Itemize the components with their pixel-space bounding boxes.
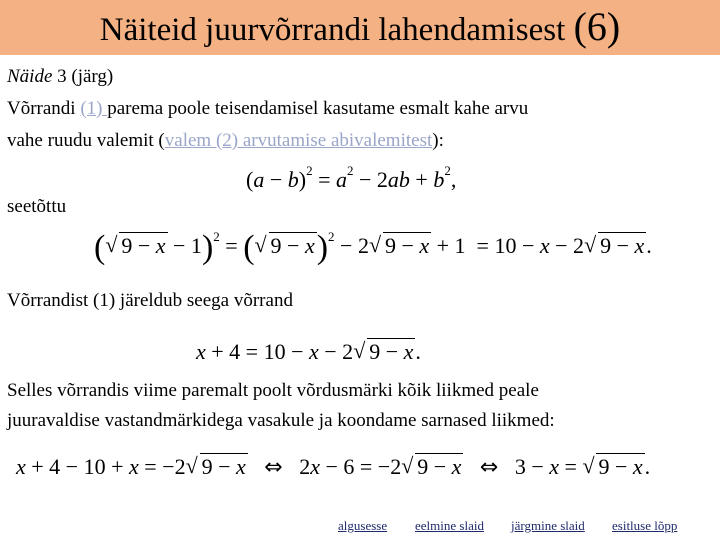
intro-line-2-end: ):	[432, 130, 444, 151]
vorrandist-text: Võrrandist (1) järeldub seega võrrand	[7, 290, 293, 311]
equation-1-link[interactable]: (1)	[80, 98, 108, 119]
formula-expansion: (√ 9 − x − 1)$^2$ = (√ 9 − x)$^2$ − 2√ 9 − x + 1 = 10 − x − 2√ 9 − x.	[94, 232, 652, 260]
intro-line-1-end: parema poole teisendamisel kasutame esmalt kahe arvu	[107, 98, 529, 119]
formula-rearranged: x + 4 − 10 + x = −2√ 9 − x ⇔ 2x − 6 = −2√ 9 − x ⇔ 3 − x = √ 9 − x.	[16, 453, 650, 482]
intro-line-2	[7, 130, 444, 152]
nav-next-slide-link[interactable]: järgmine slaid	[511, 518, 585, 533]
example-label: Näide	[7, 66, 53, 87]
intro-line-1	[7, 98, 528, 120]
formula-2-link[interactable]: valem (2) arvutamise abivalemitest	[164, 130, 433, 151]
example-heading	[7, 66, 113, 88]
nav-previous-slide-link[interactable]: eelmine slaid	[415, 518, 484, 533]
nav-end-link[interactable]: esitluse lõpp	[612, 518, 678, 533]
slide-title-text: Näiteid juurvõrrandi lahendamisest	[99, 12, 566, 48]
intro-line-2-start: vahe ruudu valemit (	[7, 130, 165, 151]
slide-title	[0, 6, 720, 51]
selles-line-1: Selles võrrandis viime paremalt poolt võrdusmärki kõik liikmed peale	[7, 380, 539, 401]
equivalence-arrow-icon: ⇔	[264, 455, 283, 480]
formula-square-of-difference: $(a - b)^2 = a^2 - 2ab + b^2$,	[246, 163, 457, 192]
example-number: 3 (järg)	[52, 66, 114, 87]
formula-derived-equation: x + 4 = 10 − x − 2√ 9 − x.	[196, 338, 421, 366]
slide-title-number: (6)	[573, 4, 621, 49]
selles-line-2: juuravaldise vastandmärkidega vasakule ja koondame sarnased liikmed:	[7, 410, 555, 431]
intro-line-1-start: Võrrandi	[7, 98, 81, 119]
seetottu-text: seetõttu	[7, 196, 67, 217]
nav-home-link[interactable]: algusesse	[338, 518, 388, 533]
equivalence-arrow-icon: ⇔	[479, 455, 499, 480]
